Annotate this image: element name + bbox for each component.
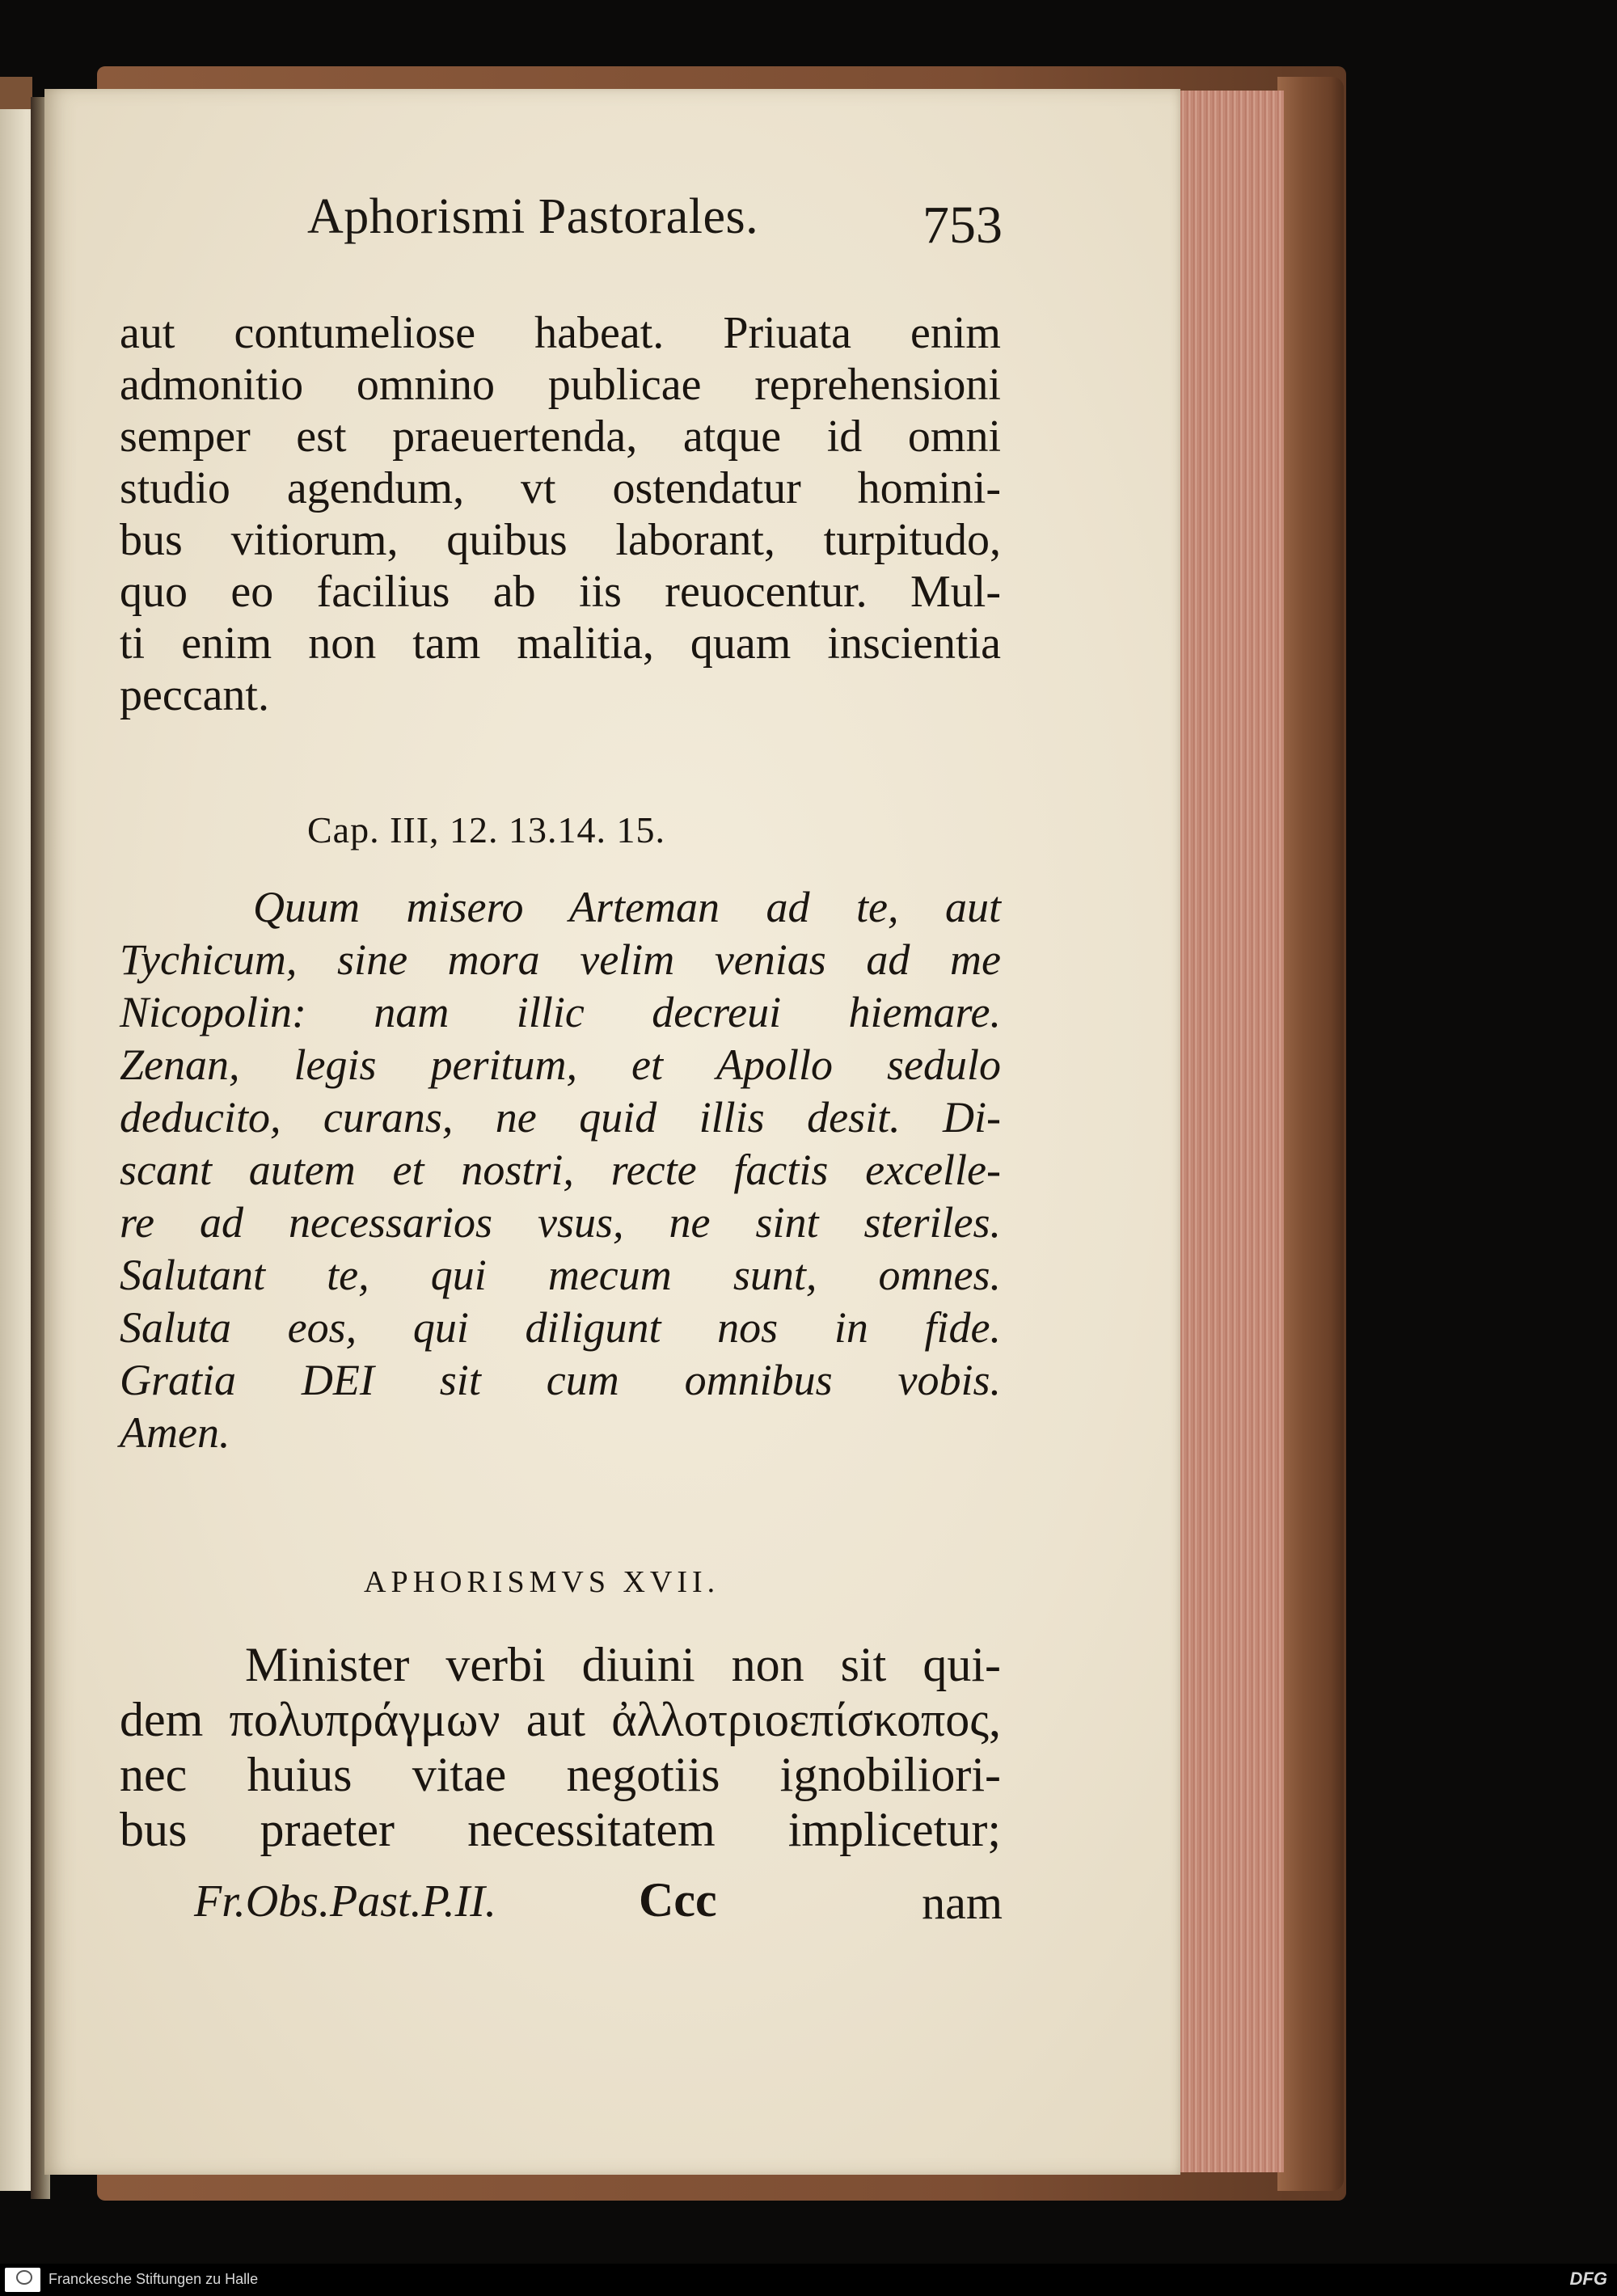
text-line: quo eo facilius ab iis reuocentur. Mul-: [120, 567, 1001, 617]
gathering-signature: Fr.Obs.Past.P.II.: [194, 1876, 496, 1927]
paragraph-3: [120, 1637, 1001, 1857]
text-line: studio agendum, vt ostendatur homini-: [120, 463, 1001, 513]
left-cover-corner: [0, 77, 32, 113]
page-edges: [1176, 91, 1284, 2172]
text-line: bus vitiorum, quibus laborant, turpitudo,: [120, 515, 1001, 565]
text-line: Quum misero Arteman ad te, aut: [253, 883, 1001, 931]
text-line: Gratia DEI sit cum omnibus vobis.: [120, 1356, 1001, 1404]
funder-logo: DFG: [1569, 2269, 1607, 2289]
paragraph-1: [120, 307, 1001, 721]
chapter-reference-heading: Cap. III, 12. 13.14. 15.: [307, 809, 666, 850]
aphorism-heading: APHORISMVS XVII.: [364, 1565, 720, 1599]
text-line: aut contumeliose habeat. Priuata enim: [120, 308, 1001, 358]
catchline: [194, 1873, 1003, 1932]
text-line: dem πολυπράγμων aut ἀλλοτριοεπίσκοπος,: [120, 1693, 1001, 1746]
page-number: 753: [922, 196, 1003, 255]
text-line: admonitio omnino publicae reprehensioni: [120, 360, 1001, 410]
text-line: Amen.: [120, 1408, 230, 1457]
catchword: nam: [922, 1876, 1003, 1929]
running-head: [307, 188, 1019, 261]
paragraph-2-scripture: [120, 881, 1001, 1459]
footer-bar: [0, 2264, 1617, 2296]
text-line: Minister verbi diuini non sit qui-: [245, 1638, 1001, 1691]
institution-name: Franckesche Stiftungen zu Halle: [49, 2271, 259, 2287]
text-line: Saluta eos, qui diligunt nos in fide.: [120, 1303, 1001, 1352]
text-line: ti enim non tam malitia, quam inscientia: [120, 618, 1001, 669]
text-line: Zenan, legis peritum, et Apollo sedulo: [120, 1040, 1001, 1089]
text-line: scant autem et nostri, recte factis excelle-: [120, 1146, 1001, 1194]
text-line: Tychicum, sine mora velim venias ad me: [120, 935, 1001, 984]
text-line: deducito, curans, ne quid illis desit. Di-: [120, 1093, 1001, 1142]
text-line: nec huius vitae negotiis ignobiliori-: [120, 1748, 1001, 1801]
text-line: semper est praeuertenda, atque id omni: [120, 412, 1001, 462]
running-title: Aphorismi Pastorales.: [307, 189, 759, 244]
text-line: Nicopolin: nam illic decreui hiemare.: [120, 988, 1001, 1036]
signature-mark: Ccc: [639, 1873, 717, 1927]
text-line: Salutant te, qui mecum sunt, omnes.: [120, 1251, 1001, 1299]
institution-logo-icon: [5, 2268, 40, 2292]
book-cover-edge: [1277, 77, 1344, 2191]
text-line: peccant.: [120, 670, 269, 720]
logo-mark-icon: [16, 2270, 32, 2285]
text-line: bus praeter necessitatem implicetur;: [120, 1803, 1001, 1856]
text-line: re ad necessarios vsus, ne sint steriles.: [120, 1198, 1001, 1247]
